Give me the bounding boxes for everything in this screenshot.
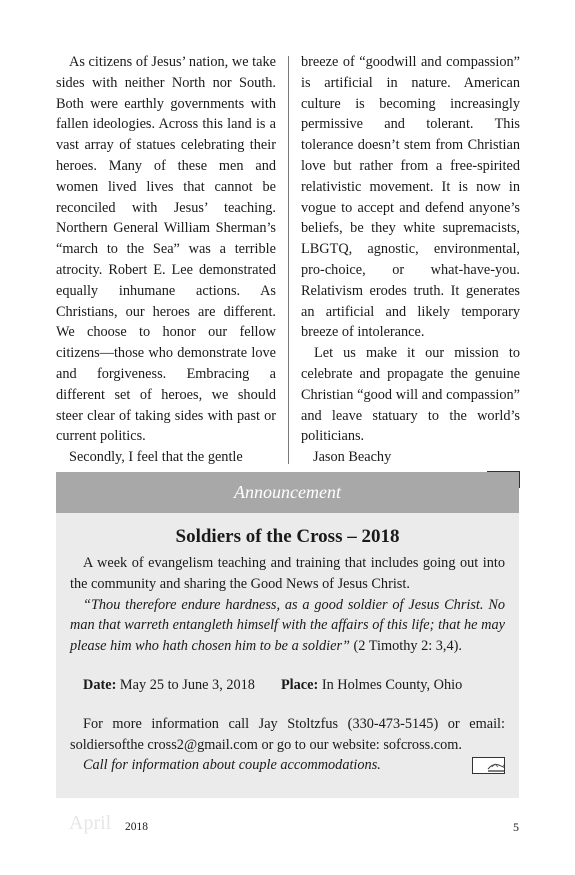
date-value: May 25 to June 3, 2018	[116, 676, 255, 693]
footer-year: 2018	[125, 821, 148, 833]
column-divider	[288, 56, 289, 464]
scripture-text: “Thou therefore endure hardness, as a good soldier of Jesus Christ. No man that warreth entangleth himself with the affairs of this life; that he may please him who hath chosen him to be a soldier”	[70, 596, 505, 655]
article-left-column	[56, 52, 276, 468]
accommodations-note	[70, 755, 505, 776]
announcement-title: Soldiers of the Cross – 2018	[175, 526, 400, 547]
place-label: Place:	[280, 676, 319, 693]
announcement-intro: A week of evangelism teaching and training that includes going out into the community and sharing the Good News of Jesus Christ.	[70, 555, 505, 592]
scripture-quote	[70, 595, 505, 657]
page-number: 5	[513, 820, 519, 834]
contact-info: For more information call Jay Stoltzfus (330-473-5145) or email: soldiersofthe cross2@gmail.com or go to our website: sofcross.com.	[70, 715, 505, 753]
author-name: Jason Beachy	[313, 449, 392, 466]
date-label: Date:	[83, 676, 117, 693]
place-value: In Holmes County, Ohio	[318, 676, 463, 693]
article-paragraph: Secondly, I feel that the gentle	[69, 449, 243, 466]
scripture-reference: (2 Timothy 2: 3,4).	[349, 638, 462, 655]
article-paragraph: Let us make it our mission to celebrate and propagate the genuine Christian “good will and compassion” and leave statuary to the world’s politicians.	[301, 345, 520, 445]
end-of-article-icon	[472, 757, 505, 774]
footer-month: April	[69, 812, 112, 834]
announcement-header: Announcement	[56, 472, 519, 513]
accommodations-text: Call for information about couple accommodations.	[83, 757, 381, 774]
event-details	[70, 675, 505, 696]
announcement-box	[56, 472, 519, 798]
article-paragraph: As citizens of Jesus’ nation, we take sides with neither North nor South. Both were earthly governments with fallen ideologies. Across this land is a vast array of statues celebrating their heroes. Many of these men and women lived lives that cannot be reconciled with Jesus’ teaching. Northern General William Sherman’s “march to the Sea” was a terrible atrocity. Robert E. Lee demonstrated equally inhumane actions. As Christians, our heroes are different. We choose to honor our fellow citizens—those who demonstrate love and forgiveness. Embracing a different set of heroes, we should steer clear of taking sides with past or current politics.	[56, 54, 276, 445]
article-right-column	[301, 52, 520, 489]
article-paragraph: breeze of “goodwill and compassion” is artificial in nature. American culture is becoming increasingly permissive and tolerant. This tolerance doesn’t stem from Christian love but rather from a free-spirited relativistic movement. It is now in vogue to accept and defend anyone’s beliefs, be they white supremacists, LBGTQ, agnostic, environmental, pro-choice, or what-have-you. Relativism erodes truth. It generates an artificial and likely temporary breeze of intolerance.	[301, 54, 520, 341]
